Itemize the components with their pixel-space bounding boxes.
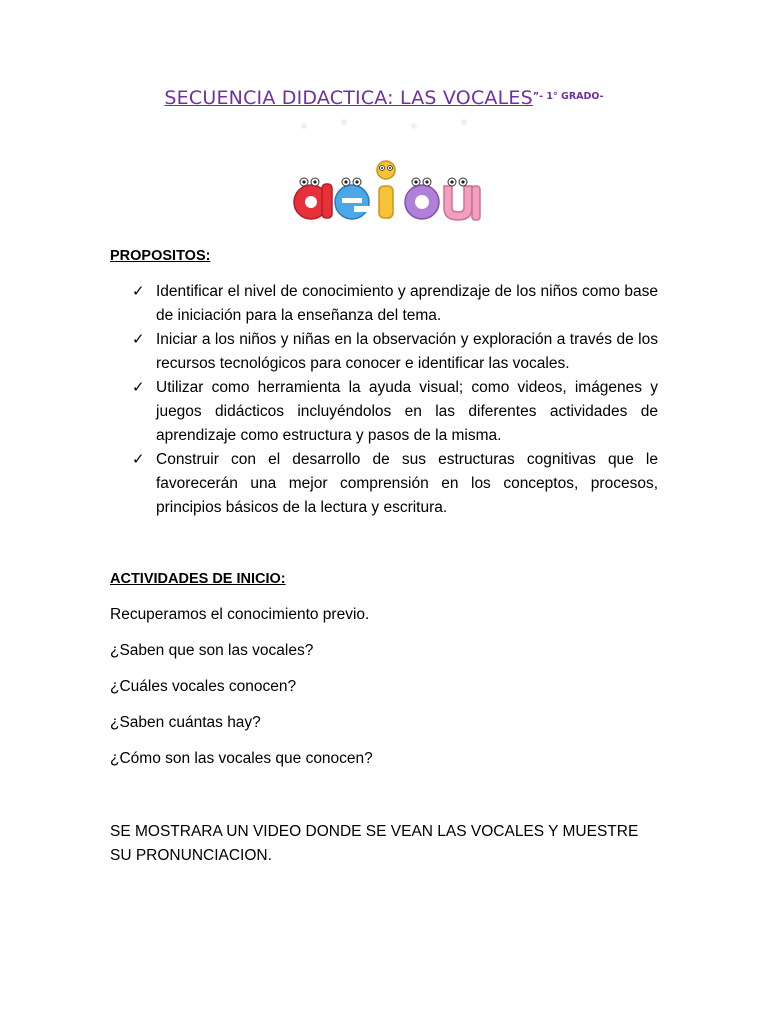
check-icon: ✓ (132, 379, 145, 396)
list-item (110, 328, 658, 376)
list-item-text: Utilizar como herramienta la ayuda visual; como videos, imágenes y juegos didácticos incluyéndolos en las diferentes actividades de aprendizaje como estructura y pasos de la misma. (156, 379, 658, 444)
actividades-heading: ACTIVIDADES DE INICIO: (110, 571, 286, 587)
document-title (110, 84, 658, 113)
letter-i-shape (377, 161, 395, 218)
check-icon: ✓ (132, 451, 145, 468)
question-4: ¿Cómo son las vocales que conocen? (110, 750, 373, 767)
list-item (110, 376, 658, 448)
title-main: SECUENCIA DIDACTICA: LAS VOCALES (164, 87, 533, 109)
question-3: ¿Saben cuántas hay? (110, 714, 261, 731)
title-grade: ”- 1° GRADO- (532, 91, 604, 102)
check-icon: ✓ (132, 283, 145, 300)
question-2: ¿Cuáles vocales conocen? (110, 678, 297, 695)
vowels-illustration (284, 112, 484, 228)
list-item (110, 280, 658, 328)
list-item-text: Identificar el nivel de conocimiento y aprendizaje de los niños como base de iniciación para la enseñanza del tema. (156, 283, 658, 324)
list-item-text: Construir con el desarrollo de sus estructuras cognitivas que le favorecerán una mejor comprensión en los conceptos, procesos, principios básicos de la lectura y escritura. (156, 451, 658, 516)
propositos-list (110, 280, 658, 520)
propositos-heading: PROPOSITOS: (110, 248, 211, 264)
question-1: ¿Saben que son las vocales? (110, 642, 314, 659)
list-item (110, 448, 658, 520)
vowels-logo-image (284, 112, 484, 228)
check-icon: ✓ (132, 331, 145, 348)
intro-paragraph: Recuperamos el conocimiento previo. (110, 606, 370, 623)
video-note: SE MOSTRARA UN VIDEO DONDE SE VEAN LAS VOCALES Y MUESTRE SU PRONUNCIACION. (110, 823, 639, 864)
list-item-text: Iniciar a los niños y niñas en la observación y exploración a través de los recursos tecnológicos para conocer e identificar las vocales. (156, 331, 658, 372)
